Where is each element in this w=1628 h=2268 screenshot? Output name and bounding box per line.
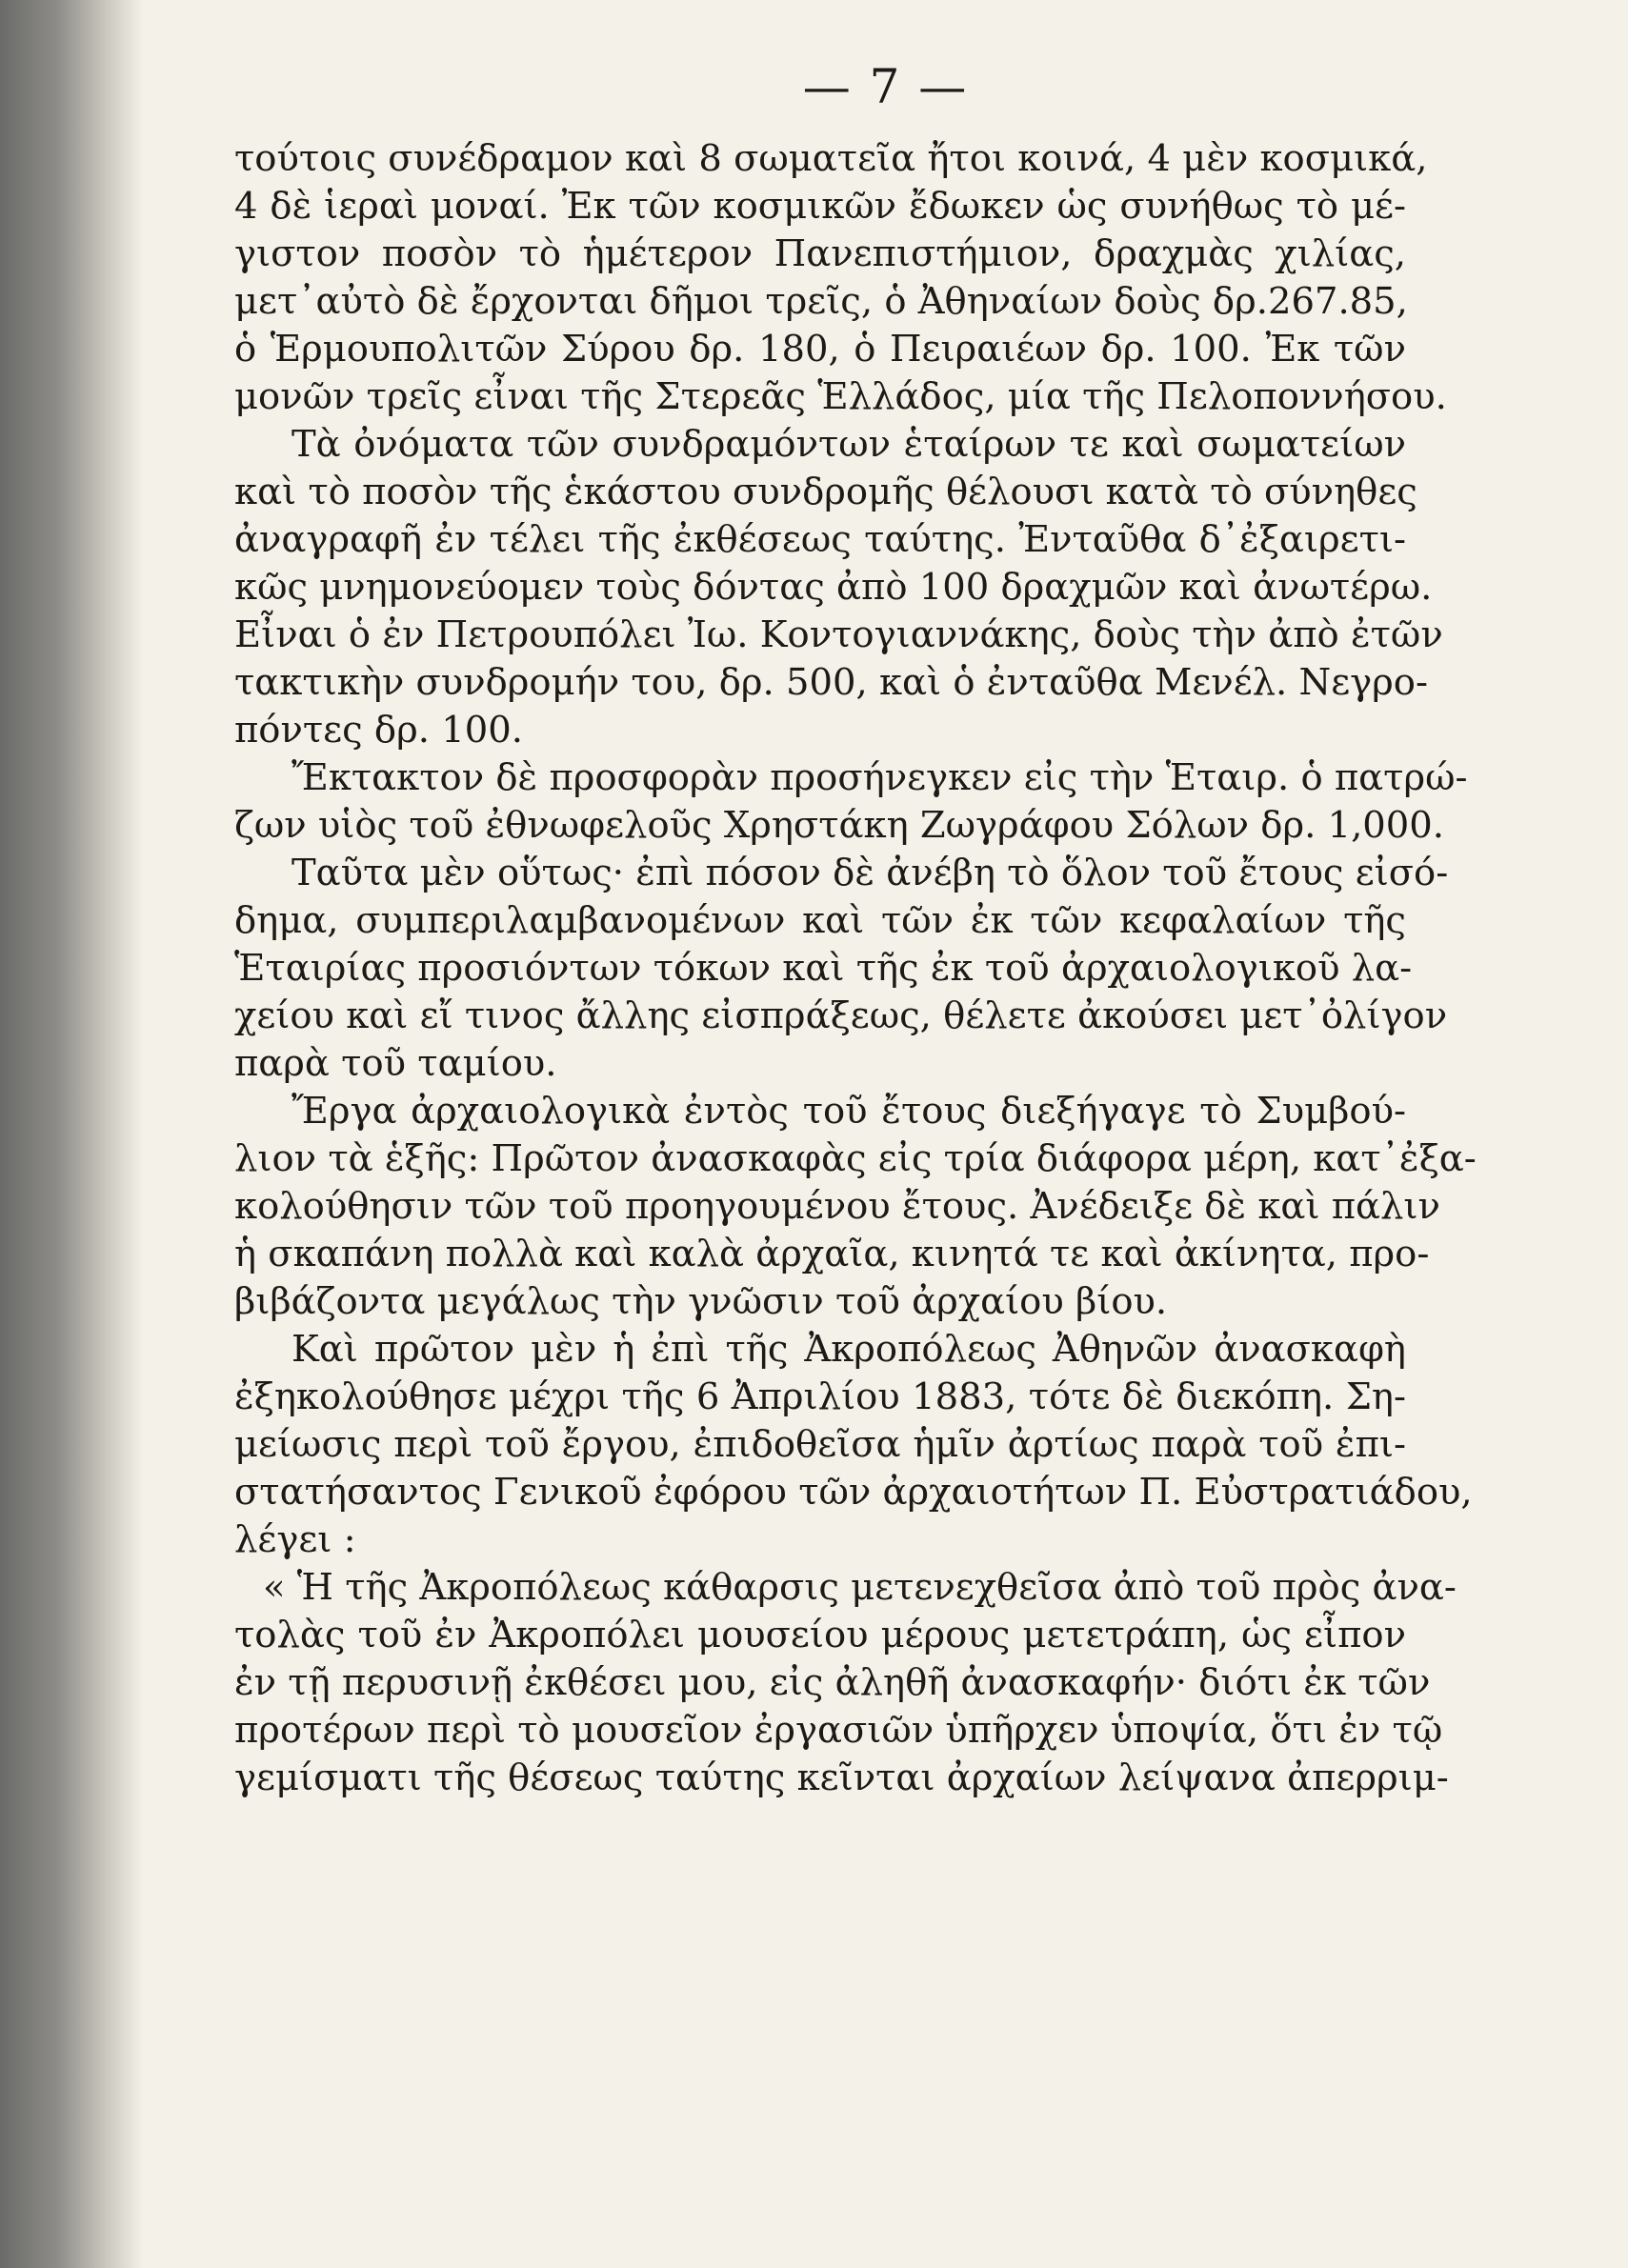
book-page: [143, 0, 1628, 2268]
text-line: κῶς μνημονεύομεν τοὺς δόντας ἀπὸ 100 δραχμῶν καὶ ἀνωτέρω.: [234, 566, 1433, 609]
text-line: τακτικὴν συνδρομήν του, δρ. 500, καὶ ὁ ἐνταῦθα Μενέλ. Νεγρο-: [234, 661, 1428, 704]
body-text: [234, 135, 1477, 1802]
text-line: μείωσις περὶ τοῦ ἔργου, ἐπιδοθεῖσα ἡμῖν ἀρτίως παρὰ τοῦ ἐπι-: [234, 1423, 1406, 1466]
text-line: ἡ σκαπάνη πολλὰ καὶ καλὰ ἀρχαῖα, κινητά τε καὶ ἀκίνητα, προ-: [234, 1233, 1430, 1275]
text-line: Ἔργα ἀρχαιολογικὰ ἐντὸς τοῦ ἔτους διεξήγαγε τὸ Συμβού-: [291, 1090, 1406, 1133]
text-line: τολὰς τοῦ ἐν Ἀκροπόλει μουσείου μέρους μετετράπη, ὡς εἶπον: [234, 1614, 1406, 1656]
text-line: Τὰ ὀνόματα τῶν συνδραμόντων ἑταίρων τε καὶ σωματείων: [291, 423, 1406, 466]
text-line: γιστον ποσὸν τὸ ἡμέτερον Πανεπιστήμιον, δραχμὰς χιλίας,: [234, 232, 1406, 275]
text-line: χείου καὶ εἴ τινος ἄλλης εἰσπράξεως, θέλετε ἀκούσει μετ᾽ὀλίγον: [234, 994, 1448, 1037]
text-line: βιβάζοντα μεγάλως τὴν γνῶσιν τοῦ ἀρχαίου βίου.: [234, 1280, 1168, 1323]
text-line: τούτοις συνέδραμον καὶ 8 σωματεῖα ἤτοι κοινά, 4 μὲν κοσμικά,: [234, 137, 1428, 180]
text-line: ζων υἱὸς τοῦ ἐθνωφελοῦς Χρηστάκη Ζωγράφου Σόλων δρ. 1,000.: [234, 804, 1445, 847]
text-line: ὁ Ἑρμουπολιτῶν Σύρου δρ. 180, ὁ Πειραιέων δρ. 100. Ἐκ τῶν: [234, 328, 1406, 371]
text-line: Ἔκτακτον δὲ προσφορὰν προσήνεγκεν εἰς τὴν Ἑταιρ. ὁ πατρώ-: [291, 756, 1468, 799]
text-line: Ἑταιρίας προσιόντων τόκων καὶ τῆς ἐκ τοῦ ἀρχαιολογικοῦ λα-: [234, 947, 1413, 990]
text-line: γεμίσματι τῆς θέσεως ταύτης κεῖνται ἀρχαίων λείψανα ἀπερριμ-: [234, 1756, 1449, 1799]
text-line: λέγει :: [234, 1518, 356, 1561]
text-line: στατήσαντος Γενικοῦ ἐφόρου τῶν ἀρχαιοτήτων Π. Εὐστρατιάδου,: [234, 1471, 1473, 1514]
text-line: καὶ τὸ ποσὸν τῆς ἑκάστου συνδρομῆς θέλουσι κατὰ τὸ σύνηθες: [234, 471, 1417, 513]
text-line: προτέρων περὶ τὸ μουσεῖον ἐργασιῶν ὑπῆρχεν ὑποψία, ὅτι ἐν τῷ: [234, 1709, 1443, 1752]
text-line: ἐξηκολούθησε μέχρι τῆς 6 Ἀπριλίου 1883, τότε δὲ διεκόπη. Ση-: [234, 1375, 1406, 1418]
text-line: Εἶναι ὁ ἐν Πετρουπόλει Ἰω. Κοντογιαννάκης, δοὺς τὴν ἀπὸ ἐτῶν: [234, 613, 1443, 656]
page-number: — 7 —: [802, 59, 969, 114]
text-line: δημα, συμπεριλαμβανομένων καὶ τῶν ἐκ τῶν κεφαλαίων τῆς: [234, 899, 1406, 942]
text-line: μετ᾽αὐτὸ δὲ ἔρχονται δῆμοι τρεῖς, ὁ Ἀθηναίων δοὺς δρ.267.85,: [234, 280, 1408, 323]
book-gutter-shadow: [0, 0, 143, 2268]
text-line: παρὰ τοῦ ταμίου.: [234, 1042, 557, 1085]
text-line: Ταῦτα μὲν οὕτως· ἐπὶ πόσον δὲ ἀνέβη τὸ ὅλον τοῦ ἔτους εἰσό-: [291, 852, 1449, 894]
text-line: κολούθησιν τῶν τοῦ προηγουμένου ἔτους. Ἀνέδειξε δὲ καὶ πάλιν: [234, 1185, 1440, 1228]
text-line: « Ἡ τῆς Ἀκροπόλεως κάθαρσις μετενεχθεῖσα ἀπὸ τοῦ πρὸς ἀνα-: [263, 1566, 1457, 1609]
text-line: λιον τὰ ἑξῆς: Πρῶτον ἀνασκαφὰς εἰς τρία διάφορα μέρη, κατ᾽ἐξα-: [234, 1137, 1477, 1180]
text-line: ἀναγραφῆ ἐν τέλει τῆς ἐκθέσεως ταύτης. Ἐνταῦθα δ᾽ἐξαιρετι-: [234, 518, 1406, 561]
text-line: μονῶν τρεῖς εἶναι τῆς Στερεᾶς Ἑλλάδος, μία τῆς Πελοποννήσου.: [234, 375, 1447, 418]
text-line: ἐν τῇ περυσινῇ ἐκθέσει μου, εἰς ἀληθῆ ἀνασκαφήν· διότι ἐκ τῶν: [234, 1661, 1431, 1704]
text-line: Καὶ πρῶτον μὲν ἡ ἐπὶ τῆς Ἀκροπόλεως Ἀθηνῶν ἀνασκαφὴ: [291, 1328, 1406, 1371]
text-line: πόντες δρ. 100.: [234, 709, 523, 752]
text-line: 4 δὲ ἱεραὶ μοναί. Ἐκ τῶν κοσμικῶν ἔδωκεν ὡς συνήθως τὸ μέ-: [234, 185, 1406, 228]
